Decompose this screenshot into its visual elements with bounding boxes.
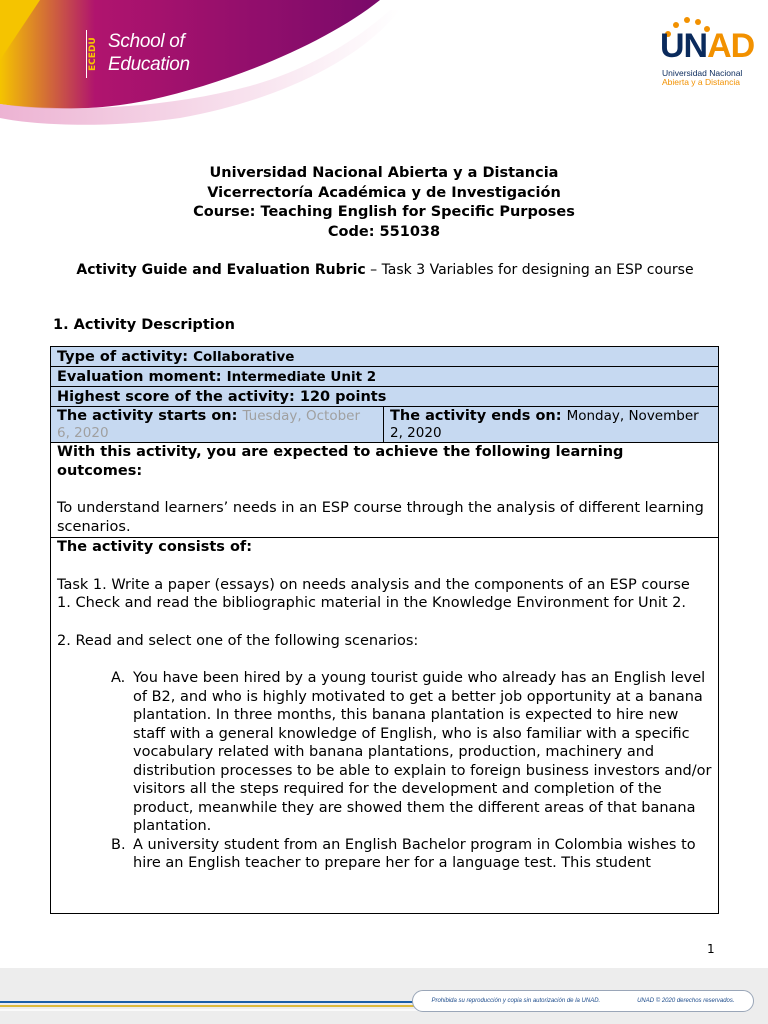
unad-name xyxy=(662,69,742,87)
step2-text: 2. Read and select one of the following scenarios: xyxy=(57,632,419,649)
task1-text: Task 1. Write a paper (essays) on needs analysis and the components of an ESP course xyxy=(57,576,690,593)
ends-label: The activity ends on: xyxy=(390,408,567,424)
moment-value: Intermediate Unit 2 xyxy=(226,369,377,385)
consists-cell xyxy=(51,538,718,913)
school-of-education-logo xyxy=(108,30,190,76)
type-value: Collaborative xyxy=(193,349,295,365)
moment-label: Evaluation moment: xyxy=(57,369,227,385)
outcomes-cell xyxy=(51,443,718,538)
type-row xyxy=(51,347,718,367)
moment-row xyxy=(51,367,718,387)
dates-row xyxy=(51,407,718,443)
page-number: 1 xyxy=(707,942,715,956)
header-banner xyxy=(0,0,768,135)
consists-heading: The activity consists of: xyxy=(57,539,253,555)
section-title: 1. Activity Description xyxy=(53,317,236,333)
list-item xyxy=(111,836,712,873)
scenario-mark: A. xyxy=(111,670,126,686)
guide-bold: Activity Guide and Evaluation Rubric xyxy=(76,262,366,278)
school-line1: School of xyxy=(108,31,185,52)
unad-line1: Universidad Nacional xyxy=(662,68,743,78)
step1-text: 1. Check and read the bibliographic material in the Knowledge Environment for Unit 2. xyxy=(57,595,687,611)
title-line3: Course: Teaching English for Specific Purposes xyxy=(193,204,575,220)
starts-label: The activity starts on: xyxy=(57,408,243,424)
unad-un: UN xyxy=(660,27,708,65)
outcomes-text: To understand learners’ needs in an ESP course through the analysis of different learning scenarios. xyxy=(57,500,704,535)
title-line2: Vicerrectoría Académica y de Investigación xyxy=(207,184,561,201)
scenario-list xyxy=(57,669,712,873)
title-line4: Code: 551038 xyxy=(327,223,441,240)
scenario-mark: B. xyxy=(111,836,126,853)
title-line1: Universidad Nacional Abierta y a Distancia xyxy=(209,165,559,181)
school-line2: Education xyxy=(108,54,190,75)
score-label: Highest score of the activity: 120 points xyxy=(57,389,387,405)
score-row xyxy=(51,387,718,407)
scenario-text: You have been hired by a young tourist guide who already has an English level of B2, and who is highly motivated to get a better job opportunity at a banana plantation. In three months, this banana plantation is expected to hire new staff with a general knowledge of English, who is also familiar with a specific vocabulary related with banana plantations, production, machinery and distribution processes to be able to explain to foreign business investors and/or visitors all the steps required for the development and completion of the product, meanwhile they are showed them the different areas of that banana plantation. xyxy=(133,670,712,834)
unad-line2: Abierta y a Distancia xyxy=(662,77,740,87)
type-label: Type of activity: xyxy=(57,349,194,365)
document-title xyxy=(0,164,768,242)
guide-rest: – Task 3 Variables for designing an ESP course xyxy=(365,262,694,278)
activity-table xyxy=(50,346,719,914)
unad-logo xyxy=(660,28,754,64)
notice-right: UNAD © 2020 derechos reservados. xyxy=(637,998,735,1004)
copyright-notice xyxy=(412,990,754,1012)
scenario-text: A university student from an English Bachelor program in Colombia wishes to hire an English teacher to prepare her for a language test. This student xyxy=(133,836,696,871)
ecedu-label: ECEDU xyxy=(86,30,100,78)
start-date-cell xyxy=(51,407,384,442)
starts-value: Tuesday, October 6, 2020 xyxy=(57,408,361,441)
ends-value: Monday, November 2, 2020 xyxy=(390,408,699,441)
unad-ad: AD xyxy=(707,27,755,65)
outcomes-heading: With this activity, you are expected to achieve the following learning outcomes: xyxy=(57,444,624,479)
list-item xyxy=(111,669,712,836)
notice-left: Prohibida su reproducción y copia sin autorización de la UNAD. xyxy=(431,998,601,1004)
end-date-cell xyxy=(384,407,718,442)
guide-subtitle xyxy=(60,261,710,279)
